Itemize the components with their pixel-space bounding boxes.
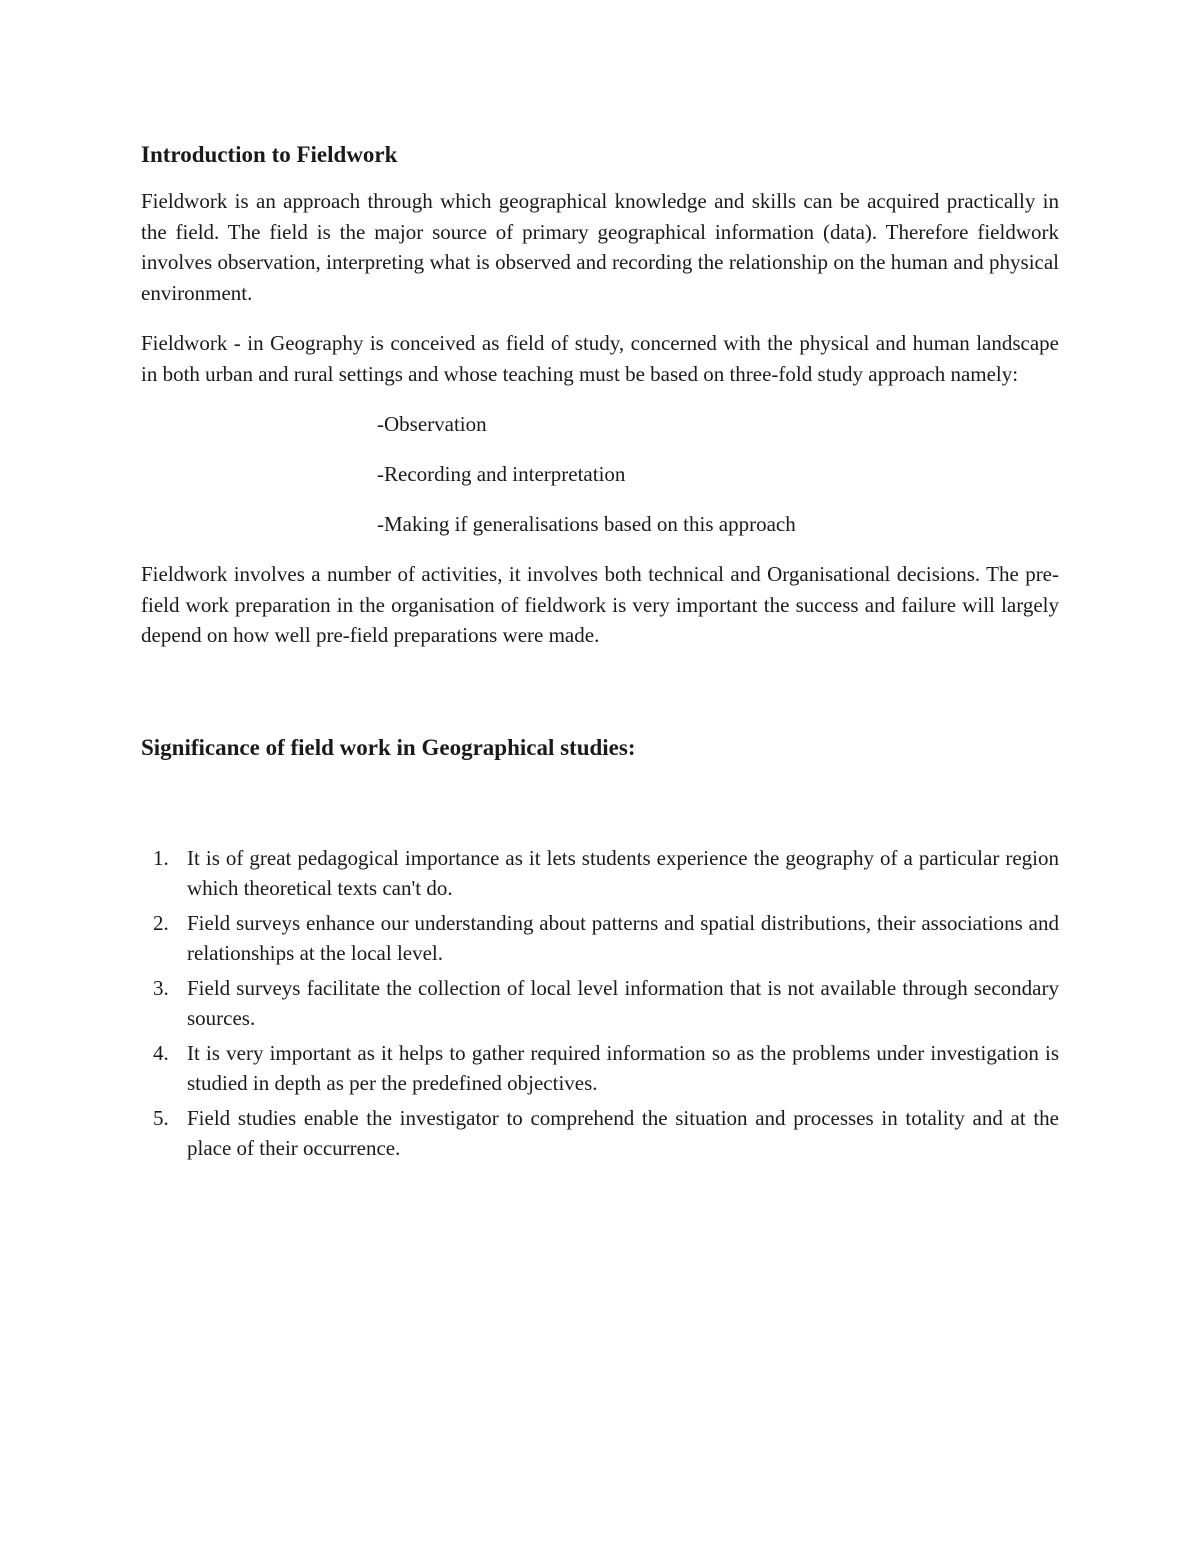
approach-item-observation: -Observation [377, 412, 487, 436]
list-item-text: Field surveys facilitate the collection of local level information that is not available through secondary sources. [187, 975, 1059, 1030]
approach-item-generalisations: -Making if generalisations based on this approach [377, 512, 796, 536]
intro-paragraph-3: Fieldwork involves a number of activities, it involves both technical and Organisational decisions. The pre-field work preparation in the organisation of fieldwork is very important the success and failure will largely depend on how well pre-field preparations were made. [141, 562, 1059, 647]
significance-heading: Significance of field work in Geographical studies: [141, 734, 636, 760]
list-item-number: 3. [153, 975, 169, 1000]
approach-item-recording: -Recording and interpretation [377, 462, 626, 486]
list-item-text: Field surveys enhance our understanding about patterns and spatial distributions, their associations and relationships at the local level. [187, 910, 1059, 965]
list-item [141, 1103, 1059, 1164]
significance-list [141, 843, 1059, 1164]
list-item-text: Field studies enable the investigator to comprehend the situation and processes in totality and at the place of their occurrence. [187, 1105, 1059, 1160]
intro-paragraph-2: Fieldwork - in Geography is conceived as field of study, concerned with the physical and human landscape in both urban and rural settings and whose teaching must be based on three-fold study approach namely: [141, 331, 1059, 386]
approach-list [141, 409, 1059, 539]
list-item-number: 5. [153, 1105, 169, 1130]
intro-heading: Introduction to Fieldwork [141, 142, 398, 167]
document-body [141, 140, 1059, 1168]
list-item [141, 908, 1059, 969]
list-item [141, 973, 1059, 1034]
list-item-text: It is of great pedagogical importance as it lets students experience the geography of a particular region which theoretical texts can't do. [187, 845, 1059, 900]
list-item-number: 4. [153, 1040, 169, 1065]
list-item-number: 1. [153, 845, 169, 870]
list-item-number: 2. [153, 910, 169, 935]
list-item [141, 843, 1059, 904]
list-item-text: It is very important as it helps to gather required information so as the problems under investigation is studied in depth as per the predefined objectives. [187, 1040, 1059, 1095]
intro-paragraph-1: Fieldwork is an approach through which geographical knowledge and skills can be acquired practically in the field. The field is the major source of primary geographical information (data). Therefore fieldwork involves observation, interpreting what is observed and recording the relationship on the human and physical environment. [141, 189, 1059, 305]
list-item [141, 1038, 1059, 1099]
